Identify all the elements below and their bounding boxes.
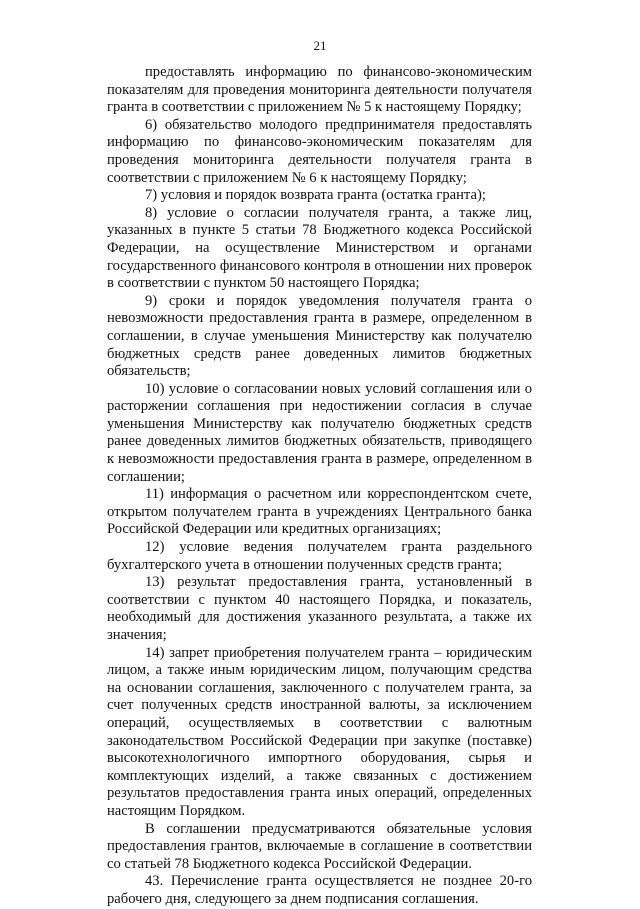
paragraph-item-7: 7) условия и порядок возврата гранта (остатка гранта); bbox=[145, 187, 486, 204]
paragraph-continuation: предоставлять информацию по финансово-экономическим показателям для проведения мониторинга деятельности получателя гранта в соответствии с приложением № 5 к настоящему Порядку; bbox=[107, 64, 532, 116]
document-body bbox=[107, 64, 532, 909]
paragraph-item-14: 14) запрет приобретения получателем гранта – юридическим лицом, а также иным юридическим лицом, получающим средства на основании соглашения, заключенного с получателем гранта, за счет полученных средств иностранной валюты, за исключением операций, осуществляемых в соответствии с валютным законодательством Российской Федерации при закупке (поставке) высокотехнологичного импортного оборудования, сырья и комплектующих изделий, а также связанных с достижением результатов предоставления гранта иных операций, определенных настоящим Порядком. bbox=[107, 644, 532, 819]
paragraph-item-11: 11) информация о расчетном или корреспондентском счете, открытом получателем гранта в учреждениях Центрального банка Российской Федерации или кредитных организациях; bbox=[107, 486, 532, 538]
paragraph-item-9: 9) сроки и порядок уведомления получателя гранта о невозможности предоставления гранта в размере, определенном в соглашении, в случае уменьшения Министерству как получателю бюджетных средств ранее доведенных лимитов бюджетных обязательств; bbox=[107, 292, 532, 380]
page-number: 21 bbox=[313, 38, 327, 53]
paragraph-item-12: 12) условие ведения получателем гранта раздельного бухгалтерского учета в отношении полученных средств гранта; bbox=[107, 539, 532, 573]
paragraph-item-8: 8) условие о согласии получателя гранта, а также лиц, указанных в пункте 5 статьи 78 Бюджетного кодекса Российской Федерации, на осуществление Министерством и органами государственного финансового контроля в отношении них проверок в соответствии с пунктом 50 настоящего Порядка; bbox=[107, 204, 532, 292]
paragraph-item-13: 13) результат предоставления гранта, установленный в соответствии с пунктом 40 настоящего Порядка, и показатель, необходимый для достижения указанного результата, а также их значения; bbox=[107, 574, 532, 643]
paragraph-item-6: 6) обязательство молодого предпринимателя предоставлять информацию по финансово-экономическим показателям для проведения мониторинга деятельности получателя гранта в соответствии с приложением № 6 к настоящему Порядку; bbox=[107, 116, 532, 186]
paragraph-item-10: 10) условие о согласовании новых условий соглашения или о расторжении соглашения при недостижении согласия в случае уменьшения Министерству как получателю бюджетных средств ранее доведенных лимитов бюджетных обязательств, приводящего к невозможности предоставления гранта в размере, определенном в соглашении; bbox=[107, 380, 532, 485]
paragraph-section-43: 43. Перечисление гранта осуществляется не позднее 20-го рабочего дня, следующего за днем подписания соглашения. bbox=[107, 873, 532, 907]
paragraph-mandatory-conditions: В соглашении предусматриваются обязательные условия предоставления грантов, включаемые в соглашение в соответствии со статьей 78 Бюджетного кодекса Российской Федерации. bbox=[107, 820, 532, 872]
